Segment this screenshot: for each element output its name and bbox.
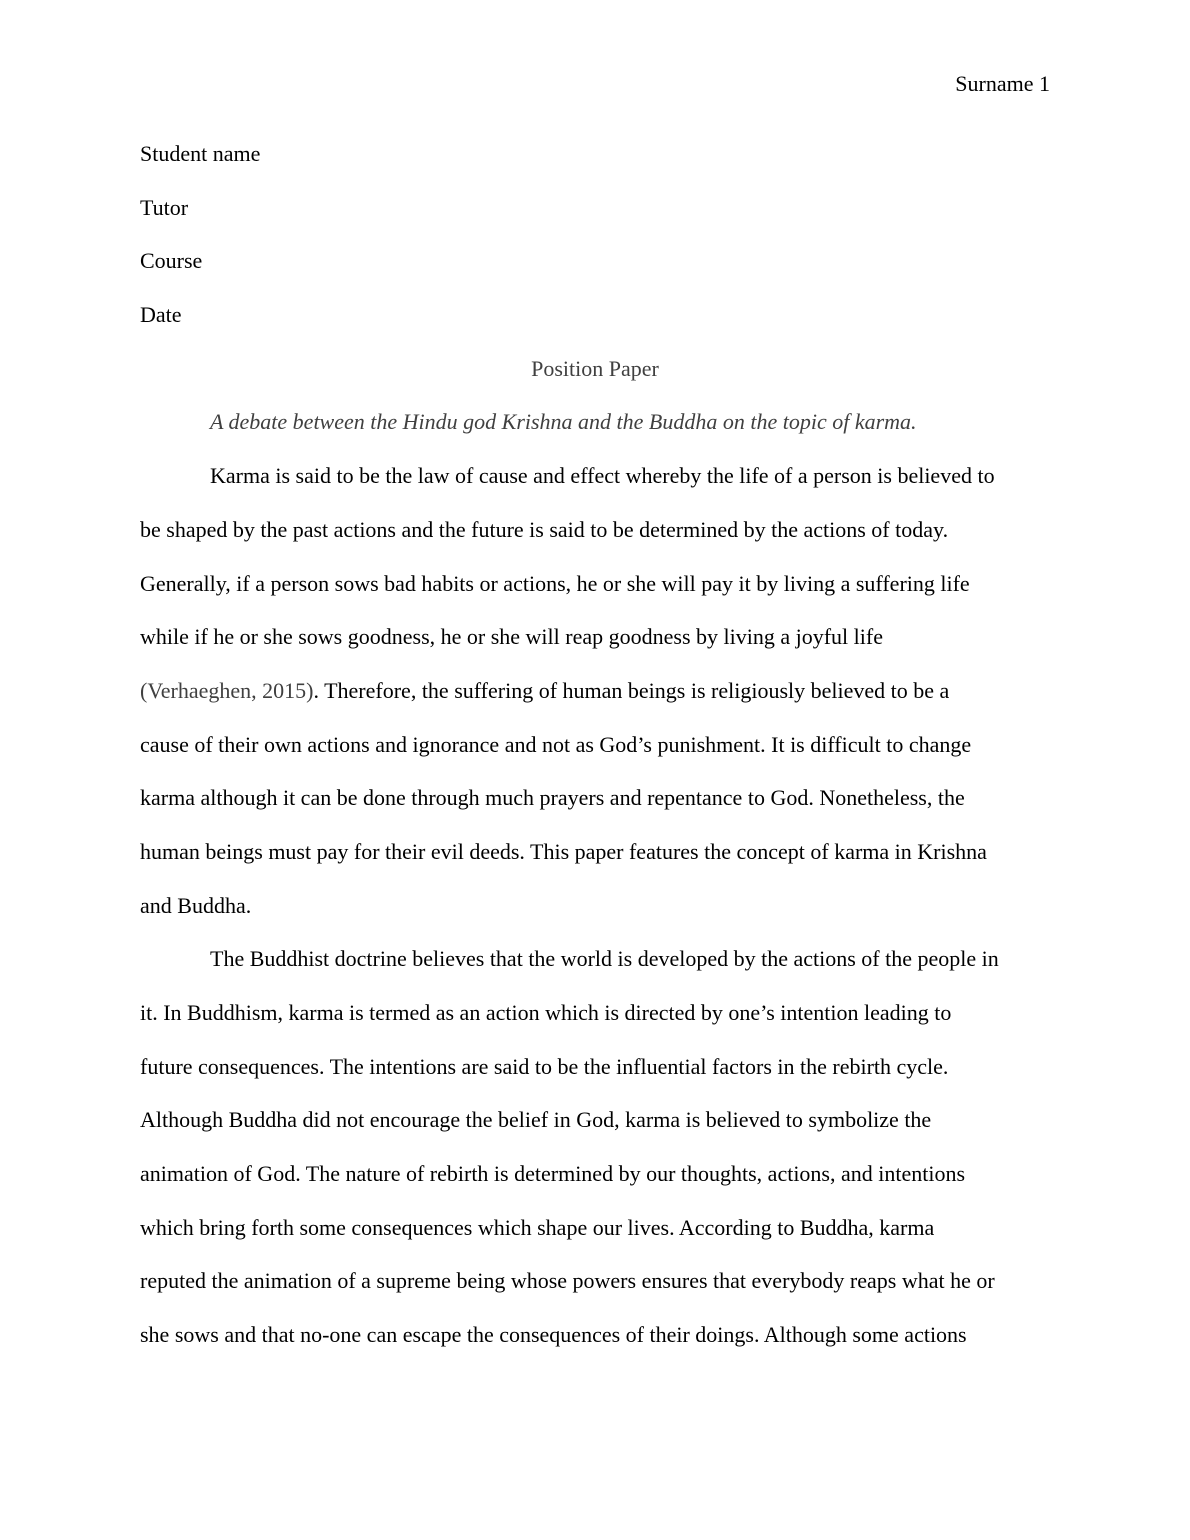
tutor: Tutor <box>140 194 189 220</box>
paragraph-line: while if he or she sows goodness, he or she will reap goodness by living a joyful life <box>140 624 883 650</box>
date: Date <box>140 302 182 328</box>
running-head: Surname 1 <box>955 71 1050 96</box>
paragraph-line: The Buddhist doctrine believes that the world is developed by the actions of the people in <box>210 946 999 972</box>
paragraph-line: it. In Buddhism, karma is termed as an action which is directed by one’s intention leading to <box>140 1000 952 1025</box>
document-body <box>140 140 1050 1375</box>
paper-subtitle: A debate between the Hindu god Krishna and the Buddha on the topic of karma. <box>210 409 917 435</box>
paragraph-line: future consequences. The intentions are said to be the influential factors in the rebirth cycle. <box>140 1053 949 1079</box>
paragraph-line-rest: . Therefore, the suffering of human beings is religiously believed to be a <box>313 677 950 703</box>
paragraph-line: reputed the animation of a supreme being whose powers ensures that everybody reaps what he or <box>140 1268 995 1294</box>
paragraph-line: Generally, if a person sows bad habits or actions, he or she will pay it by living a suffering life <box>140 570 970 596</box>
paragraph-1 <box>140 462 1050 945</box>
paragraph-line: she sows and that no-one can escape the consequences of their doings. Although some actions <box>140 1322 967 1348</box>
paper-title: Position Paper <box>531 355 659 381</box>
paragraph-line <box>140 677 1050 731</box>
paragraph-line: animation of God. The nature of rebirth is determined by our thoughts, actions, and intentions <box>140 1161 966 1187</box>
course: Course <box>140 248 203 274</box>
student-name: Student name <box>140 141 261 166</box>
paragraph-line: human beings must pay for their evil deeds. This paper features the concept of karma in Krishna <box>140 838 987 864</box>
citation: (Verhaeghen, 2015) <box>140 677 314 703</box>
paragraph-line: Although Buddha did not encourage the belief in God, karma is believed to symbolize the <box>140 1107 932 1133</box>
paragraph-line: be shaped by the past actions and the future is said to be determined by the actions of today. <box>140 516 949 542</box>
paragraph-line: cause of their own actions and ignorance and not as God’s punishment. It is difficult to change <box>140 731 972 757</box>
paragraph-line: karma although it can be done through much prayers and repentance to God. Nonetheless, the <box>140 785 965 811</box>
paragraph-line: and Buddha. <box>140 892 252 918</box>
paragraph-2 <box>140 945 1050 1375</box>
paragraph-line: which bring forth some consequences which shape our lives. According to Buddha, karma <box>140 1214 935 1240</box>
paragraph-line: Karma is said to be the law of cause and effect whereby the life of a person is believed to <box>210 463 995 489</box>
